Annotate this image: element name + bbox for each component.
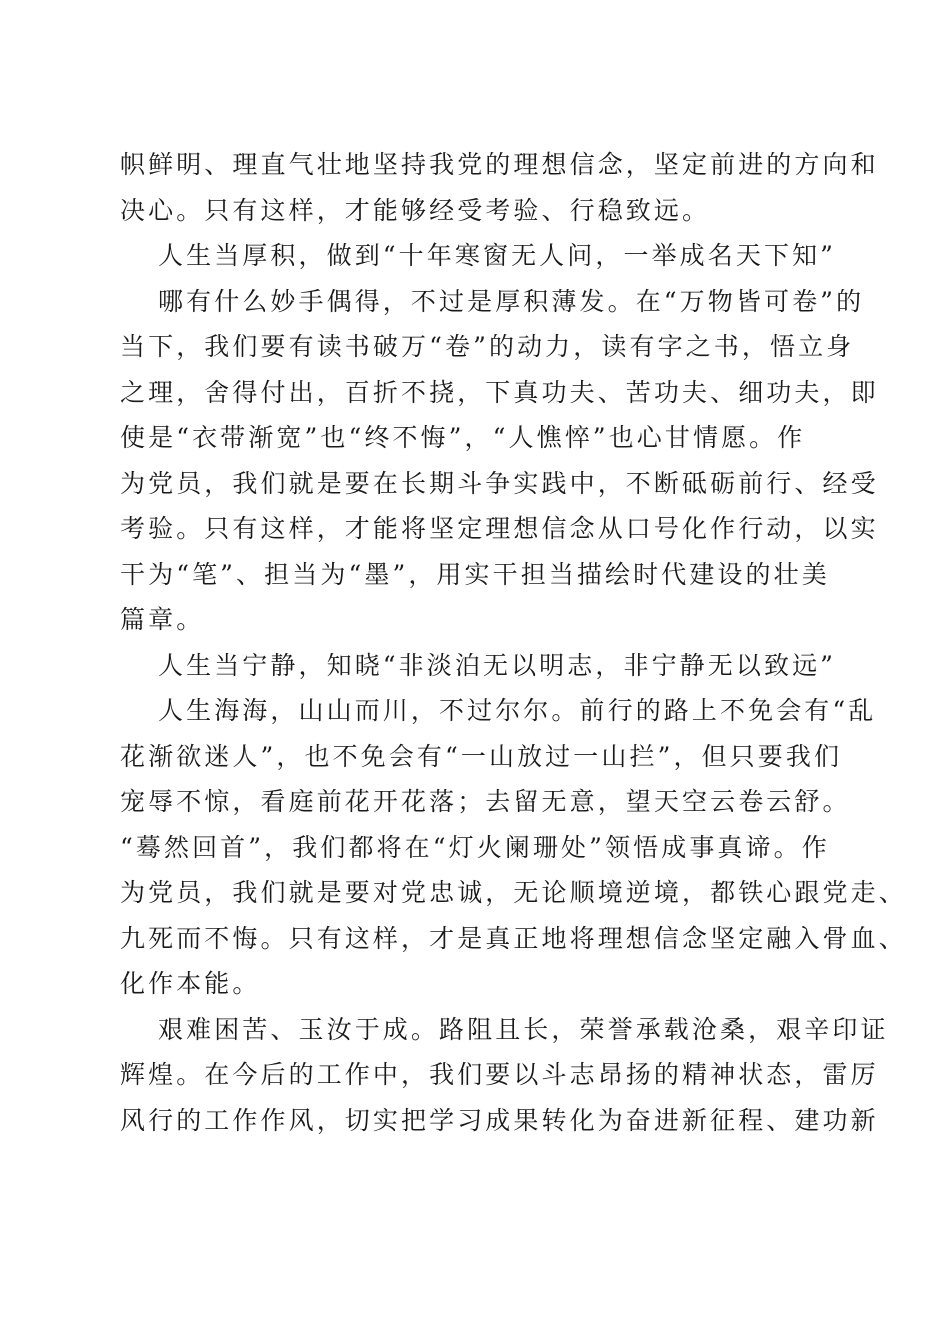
text-line: 花渐欲迷人”，也不免会有“一山放过一山拦”，但只要我们 xyxy=(120,741,843,771)
text-line: 艰难困苦、玉汝于成。路阻且长，荣誉承载沧桑，艰辛印证 xyxy=(158,1014,889,1044)
text-line: 篇章。 xyxy=(120,605,205,634)
text-line: 之理，舍得付出，百折不挠，下真功夫、苦功夫、细功夫，即 xyxy=(120,377,879,407)
text-line: 考验。只有这样，才能将坚定理想信念从口号化作行动，以实 xyxy=(120,514,879,543)
text-line: 决心。只有这样，才能够经受考验、行稳致远。 xyxy=(120,195,711,225)
document-body xyxy=(120,142,907,1143)
text-line: 辉煌。在今后的工作中，我们要以斗志昂扬的精神状态，雷厉 xyxy=(120,1060,879,1089)
text-line: 宠辱不惊，看庭前花开花落；去留无意，望天空云卷云舒。 xyxy=(120,787,851,816)
text-line: 哪有什么妙手偶得，不过是厚积薄发。在“万物皆可卷”的 xyxy=(158,286,865,316)
text-line: 化作本能。 xyxy=(120,969,261,998)
text-line: 为党员，我们就是要对党忠诚，无论顺境逆境，都铁心跟党走、 xyxy=(120,878,907,907)
text-line: “蓦然回首”，我们都将在“灯火阑珊处”领悟成事真谛。作 xyxy=(120,832,830,862)
text-line: 当下，我们要有读书破万“卷”的动力，读有字之书，悟立身 xyxy=(120,332,855,361)
text-line: 人生当宁静，知晓“非淡泊无以明志，非宁静无以致远” xyxy=(158,650,837,680)
text-line: 干为“笔”、担当为“墨”，用实干担当描绘时代建设的壮美 xyxy=(120,559,830,589)
text-line: 使是“衣带渐宽”也“终不悔”，“人憔悴”也心甘情愿。作 xyxy=(120,423,806,452)
text-line: 为党员，我们就是要在长期斗争实践中，不断砥砺前行、经受 xyxy=(120,468,879,498)
text-line: 帜鲜明、理直气壮地坚持我党的理想信念，坚定前进的方向和 xyxy=(120,150,879,179)
text-line: 人生当厚积，做到“十年寒窗无人问，一举成名天下知” xyxy=(158,241,837,270)
text-line: 九死而不悔。只有这样，才是真正地将理想信念坚定融入骨血、 xyxy=(120,923,907,953)
text-line: 人生海海，山山而川，不过尔尔。前行的路上不免会有“乱 xyxy=(158,696,877,725)
text-line: 风行的工作作风，切实把学习成果转化为奋进新征程、建功新 xyxy=(120,1105,879,1135)
